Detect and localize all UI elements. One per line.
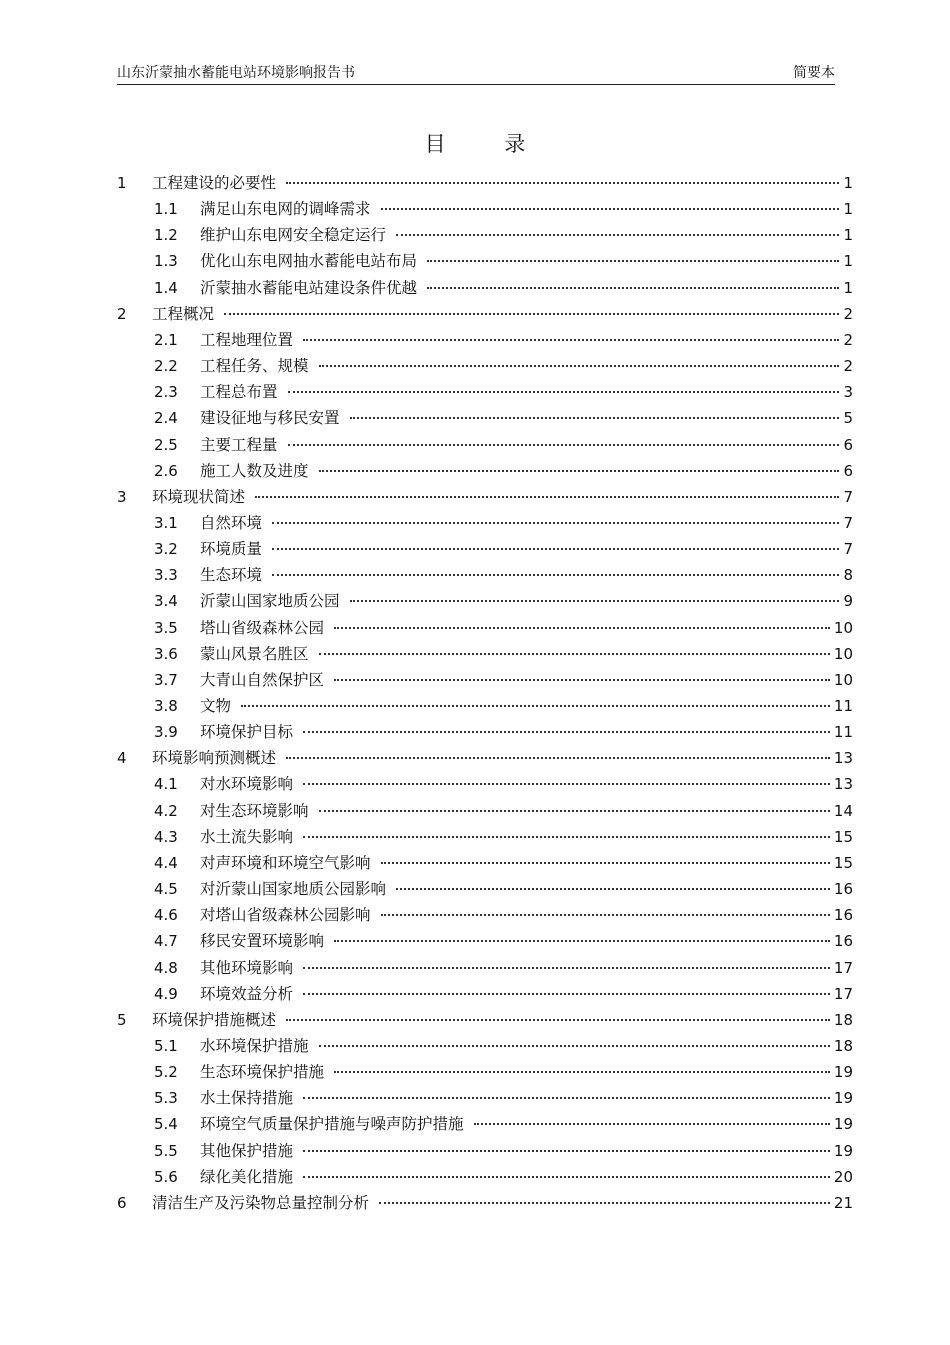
toc-entry-title: 施工人数及进度 [200,461,309,480]
toc-entry-page: 9 [843,592,853,611]
toc-leader-dots [286,757,830,759]
toc-entry-number: 6 [117,1193,127,1212]
toc-entry-title: 满足山东电网的调峰需求 [200,200,371,219]
toc-entry-page: 17 [833,958,853,977]
toc-entry-number: 2.5 [154,435,178,454]
toc-entry[interactable] [117,484,853,510]
toc-entry-title: 工程地理位置 [200,330,294,349]
toc-entry[interactable] [154,641,853,667]
toc-entry[interactable] [154,248,853,274]
toc-leader-dots [303,836,830,838]
toc-entry[interactable] [154,928,853,954]
toc-entry-title: 工程任务、规模 [200,357,309,376]
toc-entry-title: 塔山省级森林公园 [200,618,325,637]
toc-entry[interactable] [154,458,853,484]
toc-entry-page: 16 [833,932,853,951]
toc-entry[interactable] [154,379,853,405]
toc-entry-page: 1 [843,174,853,192]
toc-entry-page: 10 [833,644,853,663]
toc-entry-title: 环境保护目标 [200,723,294,742]
toc-entry-title: 维护山东电网安全稳定运行 [200,226,387,245]
toc-entry-number: 3.5 [154,618,178,637]
toc-entry-page: 11 [833,723,853,742]
toc-entry-number: 3.1 [154,513,178,532]
toc-entry-title: 绿化美化措施 [200,1167,294,1186]
toc-entry-title: 对声环境和环境空气影响 [200,853,371,872]
toc-leader-dots [303,783,830,785]
toc-entry-page: 1 [843,252,853,271]
toc-entry-number: 5 [117,1010,127,1029]
toc-entry[interactable] [154,876,853,902]
toc-entry[interactable] [154,850,853,876]
toc-entry[interactable] [154,615,853,641]
toc-entry[interactable] [154,719,853,745]
toc-entry-title: 建设征地与移民安置 [200,409,340,428]
toc-leader-dots [241,705,830,707]
toc-leader-dots [350,600,840,602]
toc-entry[interactable] [154,196,853,222]
toc-entry-title: 生态环境保护措施 [200,1063,325,1082]
toc-entry-number: 1.2 [154,226,178,245]
toc-entry-number: 4.2 [154,801,178,820]
toc-entry-number: 4.9 [154,984,178,1003]
toc-entry-page: 17 [833,984,853,1003]
toc-entry[interactable] [154,510,853,536]
toc-entry-number: 5.6 [154,1167,178,1186]
toc-entry[interactable] [154,798,853,824]
toc-entry-title: 其他环境影响 [200,958,294,977]
toc-entry-number: 3 [117,487,127,506]
toc-entry[interactable] [154,222,853,248]
toc-entry-number: 4 [117,749,127,768]
toc-entry-title: 蒙山风景名胜区 [200,644,309,663]
toc-entry[interactable] [154,1033,853,1059]
toc-entry-number: 2.3 [154,383,178,402]
toc-leader-dots [286,182,839,184]
toc-entry[interactable] [154,536,853,562]
toc-entry-title: 环境保护措施概述 [152,1010,277,1029]
toc-entry-page: 21 [833,1193,853,1212]
toc-entry-number: 3.8 [154,697,178,715]
toc-entry-number: 3.9 [154,723,178,742]
toc-leader-dots [334,940,830,942]
toc-entry-title: 大青山自然保护区 [200,670,325,689]
toc-entry-page: 11 [833,697,853,715]
toc-leader-dots [319,1045,830,1047]
document-title: 山东沂蒙抽水蓄能电站环境影响报告书 [117,65,355,81]
toc-entry-number: 3.2 [154,540,178,559]
toc-entry-title: 主要工程量 [200,435,278,454]
toc-entry-page: 13 [833,749,853,768]
toc-leader-dots [288,444,840,446]
toc-entry-number: 4.8 [154,958,178,977]
toc-leader-dots [224,313,839,315]
toc-leader-dots [319,365,840,367]
toc-entry-number: 4.6 [154,906,178,925]
toc-entry[interactable] [154,353,853,379]
toc-entry-title: 环境空气质量保护措施与噪声防护措施 [200,1115,464,1134]
toc-leader-dots [381,208,840,210]
toc-entry-page: 18 [833,1010,853,1029]
toc-title: 目 录 [424,132,552,156]
toc-entry-title: 对水环境影响 [200,775,294,794]
toc-entry-title: 环境质量 [200,540,263,559]
toc-entry[interactable] [154,1138,853,1164]
toc-entry[interactable] [117,1190,853,1216]
toc-entry-number: 3.3 [154,566,178,585]
toc-entry-page: 13 [833,775,853,794]
toc-entry[interactable] [154,432,853,458]
toc-entry-number: 5.2 [154,1063,178,1082]
toc-entry[interactable] [154,981,853,1007]
toc-leader-dots [334,1071,830,1073]
toc-entry-number: 3.4 [154,592,178,611]
toc-entry-title: 水土保持措施 [200,1089,294,1108]
toc-entry-title: 对塔山省级森林公园影响 [200,906,371,925]
toc-leader-dots [319,470,840,472]
toc-entry-page: 6 [843,435,853,454]
toc-leader-dots [319,810,830,812]
toc-entry-number: 4.1 [154,775,178,794]
toc-leader-dots [303,731,830,733]
toc-entry[interactable] [154,771,853,797]
toc-entry-number: 2.2 [154,357,178,376]
toc-entry-page: 14 [833,801,853,820]
toc-entry-number: 5.3 [154,1089,178,1108]
toc-leader-dots [350,417,840,419]
toc-entry-number: 5.5 [154,1141,178,1160]
toc-entry-page: 2 [843,357,853,376]
toc-entry-page: 8 [843,566,853,585]
edition-label: 简要本 [793,65,835,81]
toc-entry[interactable] [117,745,853,771]
toc-leader-dots [319,653,830,655]
toc-entry-title: 移民安置环境影响 [200,932,325,951]
toc-entry-number: 1.4 [154,278,178,297]
toc-entry[interactable] [154,405,853,431]
toc-leader-dots [303,1097,830,1099]
toc-entry-number: 4.4 [154,853,178,872]
toc-entry-number: 2.4 [154,409,178,428]
toc-leader-dots [427,260,839,262]
toc-entry-title: 工程概况 [152,304,215,323]
toc-leader-dots [303,339,839,341]
toc-entry-page: 10 [833,670,853,689]
toc-entry-title: 环境影响预测概述 [152,749,277,768]
toc-entry-title: 沂蒙抽水蓄能电站建设条件优越 [200,278,418,297]
toc-entry[interactable] [154,327,853,353]
toc-entry-page: 16 [833,906,853,925]
toc-entry-page: 6 [843,461,853,480]
toc-entry-title: 文物 [200,697,232,715]
toc-entry-title: 优化山东电网抽水蓄能电站布局 [200,252,418,271]
toc-entry-number: 4.3 [154,827,178,846]
toc-leader-dots [334,627,830,629]
toc-entry-title: 其他保护措施 [200,1141,294,1160]
toc-leader-dots [396,888,830,890]
toc-entry-number: 1.3 [154,252,178,271]
toc-entry[interactable] [154,693,853,719]
toc-entry-page: 7 [843,513,853,532]
toc-entry-title: 沂蒙山国家地质公园 [200,592,340,611]
toc-leader-dots [303,1176,830,1178]
toc-entry-number: 1 [117,174,127,192]
toc-entry-number: 4.7 [154,932,178,951]
toc-entry[interactable] [154,562,853,588]
toc-leader-dots [396,234,839,236]
toc-entry-page: 15 [833,853,853,872]
toc-entry[interactable] [154,1085,853,1111]
toc-entry-page: 18 [833,1036,853,1055]
toc-leader-dots [381,914,830,916]
toc-entry-number: 3.6 [154,644,178,663]
toc-leader-dots [286,1019,830,1021]
toc-entry-number: 2.1 [154,330,178,349]
toc-entry[interactable] [154,902,853,928]
toc-entry[interactable] [117,1007,853,1033]
toc-entry-number: 2.6 [154,461,178,480]
toc-leader-dots [334,679,830,681]
toc-entry-number: 2 [117,304,127,323]
toc-entry-page: 19 [833,1141,853,1160]
toc-leader-dots [272,574,839,576]
toc-entry-number: 1.1 [154,200,178,219]
toc-entry[interactable] [154,1164,853,1190]
toc-entry-page: 16 [833,880,853,899]
toc-entry-number: 5.1 [154,1036,178,1055]
toc-entry[interactable] [154,824,853,850]
toc-leader-dots [272,522,839,524]
toc-entry[interactable] [154,588,853,614]
toc-entry-number: 3.7 [154,670,178,689]
toc-entry-title: 生态环境 [200,566,263,585]
toc-entry-title: 水土流失影响 [200,827,294,846]
toc-entry-page: 2 [843,304,853,323]
toc-leader-dots [303,993,830,995]
toc-entry-page: 20 [833,1167,853,1186]
toc-entry[interactable] [117,301,853,327]
toc-leader-dots [288,391,840,393]
toc-entry-page: 5 [843,409,853,428]
toc-entry-page: 19 [833,1089,853,1108]
toc-entry[interactable] [154,955,853,981]
toc-leader-dots [255,496,839,498]
toc-entry-number: 4.5 [154,880,178,899]
toc-entry[interactable] [154,1059,853,1085]
toc-entry-title: 环境效益分析 [200,984,294,1003]
toc-entry[interactable] [154,1111,853,1137]
toc-entry-title: 清洁生产及污染物总量控制分析 [152,1193,370,1212]
toc-entry-title: 工程总布置 [200,383,278,402]
toc-entry-title: 工程建设的必要性 [152,174,277,192]
toc-entry-page: 19 [833,1115,853,1134]
toc-entry-title: 对生态环境影响 [200,801,309,820]
toc-leader-dots [303,967,830,969]
toc-entry-page: 19 [833,1063,853,1082]
toc-leader-dots [427,287,839,289]
toc-leader-dots [381,862,830,864]
toc-entry-page: 15 [833,827,853,846]
toc-entry-title: 对沂蒙山国家地质公园影响 [200,880,387,899]
toc-entry-page: 1 [843,226,853,245]
toc-entry-page: 7 [843,487,853,506]
toc-entry[interactable] [154,275,853,301]
toc-entry[interactable] [154,667,853,693]
toc-entry-page: 1 [843,200,853,219]
toc-entry-page: 7 [843,540,853,559]
toc-leader-dots [474,1123,830,1125]
toc-leader-dots [303,1150,830,1152]
toc-entry-title: 环境现状简述 [152,487,246,506]
toc-entry[interactable] [117,170,853,196]
toc-entry-page: 1 [843,278,853,297]
toc-leader-dots [379,1202,830,1204]
page-header [117,60,835,85]
toc-entry-title: 自然环境 [200,513,263,532]
toc-leader-dots [272,548,839,550]
toc-entry-page: 2 [843,330,853,349]
toc-entry-page: 10 [833,618,853,637]
toc-entry-number: 5.4 [154,1115,178,1134]
toc-entry-title: 水环境保护措施 [200,1036,309,1055]
toc-entry-page: 3 [843,383,853,402]
